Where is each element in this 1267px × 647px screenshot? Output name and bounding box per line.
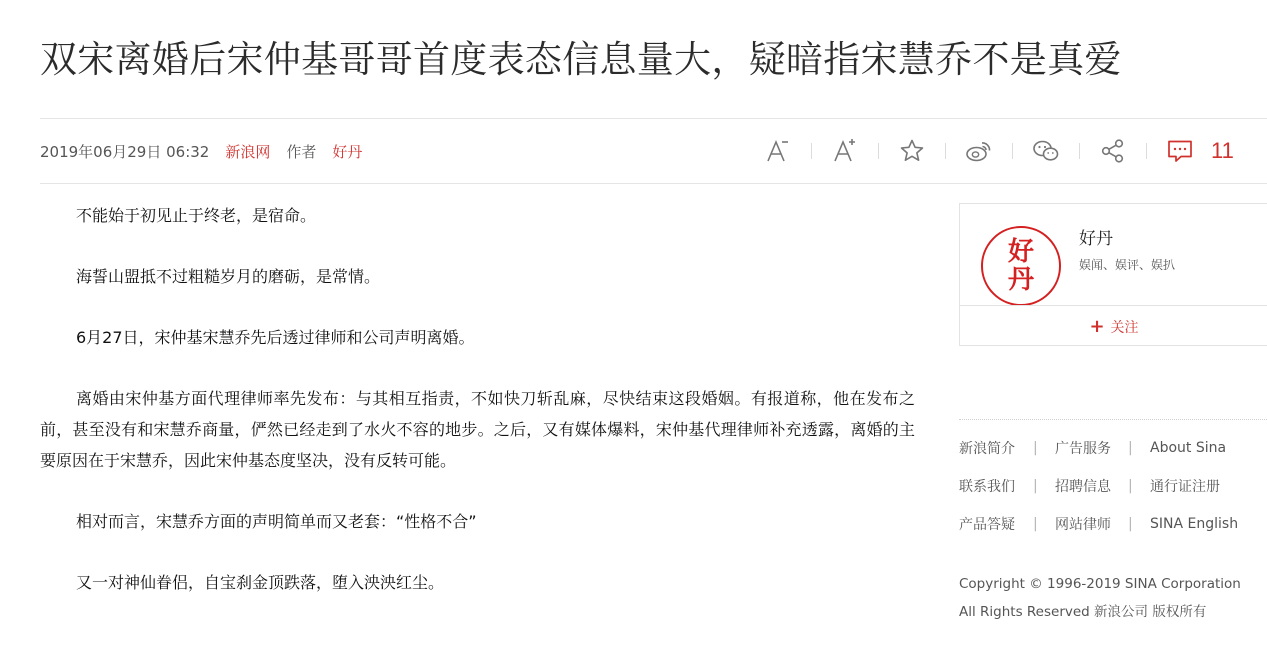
source-link[interactable]: 新浪网 — [225, 142, 271, 161]
footer-link[interactable]: 联系我们 — [959, 479, 1015, 495]
copyright-line: Copyright © 1996-2019 SINA Corporation — [959, 576, 1241, 592]
comment-icon — [1166, 138, 1194, 164]
star-icon — [899, 138, 925, 164]
copyright — [959, 570, 1241, 626]
toolbar-separator — [1079, 143, 1080, 159]
follow-label: 关注 — [1110, 319, 1139, 336]
share-icon — [1100, 138, 1126, 164]
link-separator: | — [1128, 478, 1133, 494]
title-divider — [40, 118, 1267, 119]
article-title: 双宋离婚后宋仲基哥哥首度表态信息量大，疑暗指宋慧乔不是真爱 — [40, 38, 1122, 81]
font-increase-icon — [832, 138, 858, 164]
author-label: 作者 — [286, 142, 317, 161]
footer-link[interactable]: 广告服务 — [1055, 441, 1111, 457]
footer-link-row — [959, 476, 1267, 496]
toolbar-separator — [1146, 143, 1147, 159]
link-separator: | — [1128, 440, 1133, 456]
comment-button[interactable] — [1157, 132, 1203, 170]
article-toolbar — [755, 132, 1234, 170]
article-meta — [40, 140, 362, 162]
link-separator: | — [1033, 478, 1038, 494]
footer-link[interactable]: 网站律师 — [1055, 517, 1111, 533]
plus-icon: + — [1089, 315, 1105, 337]
avatar-text-top: 好 — [1007, 237, 1034, 267]
share-button[interactable] — [1090, 132, 1136, 170]
toolbar-separator — [811, 143, 812, 159]
footer-link[interactable]: 新浪简介 — [959, 441, 1015, 457]
article-body — [40, 200, 915, 628]
author-link[interactable]: 好丹 — [332, 142, 363, 161]
article-paragraph: 又一对神仙眷侣，自宝刹金顶跌落，堕入泱泱红尘。 — [76, 573, 445, 592]
article-paragraph: 离婚由宋仲基方面代理律师率先发布：与其相互指责，不如快刀斩乱麻，尽快结束这段婚姻。有报道称，他在发布之前，甚至没有和宋慧乔商量，俨然已经走到了水火不容的地步。之后，又有媒体爆料，宋仲基代理律师补充透露，离婚的主要原因在于宋慧乔，因此宋仲基态度坚决，没有反转可能。 — [40, 389, 915, 470]
article-paragraph: 不能始于初见止于终老，是宿命。 — [76, 206, 317, 225]
toolbar-separator — [1012, 143, 1013, 159]
toolbar-separator — [878, 143, 879, 159]
weibo-share-button[interactable] — [956, 132, 1002, 170]
footer-link[interactable]: 产品答疑 — [959, 517, 1015, 533]
author-tags: 娱闻、娱评、娱扒 — [1079, 258, 1176, 272]
comment-count[interactable]: 11 — [1211, 138, 1234, 163]
wechat-icon — [1032, 138, 1060, 164]
footer-link[interactable]: SINA English — [1150, 516, 1239, 532]
footer-links — [959, 438, 1267, 552]
article-paragraph: 6月27日，宋仲基宋慧乔先后透过律师和公司声明离婚。 — [76, 328, 475, 347]
toolbar-separator — [945, 143, 946, 159]
follow-button[interactable] — [960, 306, 1267, 347]
copyright-line: All Rights Reserved 新浪公司 版权所有 — [959, 604, 1207, 620]
link-separator: | — [1128, 516, 1133, 532]
author-name[interactable]: 好丹 — [1079, 229, 1113, 249]
avatar-text-bottom: 丹 — [1007, 265, 1034, 295]
font-decrease-icon — [765, 138, 791, 164]
wechat-share-button[interactable] — [1023, 132, 1069, 170]
font-decrease-button[interactable] — [755, 132, 801, 170]
sidebar-divider — [959, 419, 1267, 420]
link-separator: | — [1033, 516, 1038, 532]
footer-link[interactable]: 招聘信息 — [1055, 479, 1111, 495]
font-increase-button[interactable] — [822, 132, 868, 170]
meta-divider — [40, 183, 1267, 184]
favorite-button[interactable] — [889, 132, 935, 170]
footer-link-row — [959, 514, 1267, 534]
article-paragraph: 相对而言，宋慧乔方面的声明简单而又老套：“性格不合” — [76, 512, 477, 531]
author-card — [959, 203, 1267, 346]
link-separator: | — [1033, 440, 1038, 456]
weibo-icon — [965, 138, 993, 164]
footer-link[interactable]: About Sina — [1150, 440, 1227, 456]
footer-link[interactable]: 通行证注册 — [1150, 479, 1220, 495]
article-paragraph: 海誓山盟抵不过粗糙岁月的磨砺，是常情。 — [76, 267, 381, 286]
publish-date: 2019年06月29日 06:32 — [40, 142, 210, 161]
footer-link-row — [959, 438, 1267, 458]
avatar[interactable] — [981, 226, 1061, 306]
